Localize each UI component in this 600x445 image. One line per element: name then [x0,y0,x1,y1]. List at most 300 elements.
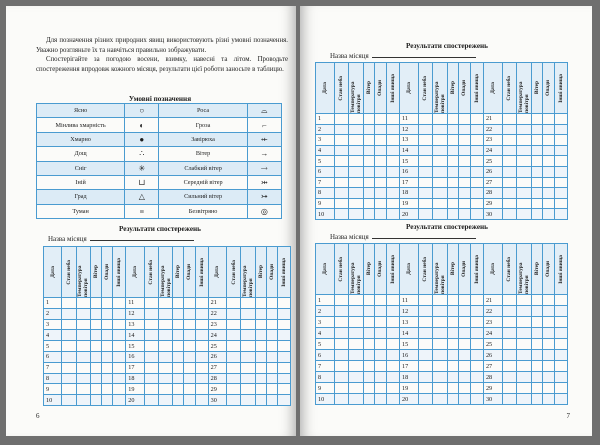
entry-cell[interactable] [531,114,542,125]
entry-cell[interactable] [226,298,240,309]
entry-cell[interactable] [459,383,470,394]
entry-cell[interactable] [517,328,532,339]
entry-cell[interactable] [543,339,554,350]
entry-cell[interactable] [502,135,517,146]
entry-cell[interactable] [459,135,470,146]
entry-cell[interactable] [531,166,542,177]
entry-cell[interactable] [102,373,113,384]
entry-cell[interactable] [459,394,470,405]
entry-cell[interactable] [418,135,433,146]
entry-cell[interactable] [113,373,126,384]
entry-cell[interactable] [184,351,195,362]
entry-cell[interactable] [531,124,542,135]
entry-cell[interactable] [459,188,470,199]
entry-cell[interactable] [113,395,126,406]
entry-cell[interactable] [554,209,567,220]
entry-cell[interactable] [277,395,290,406]
entry-cell[interactable] [433,156,448,167]
entry-cell[interactable] [144,330,158,341]
entry-cell[interactable] [386,198,399,209]
entry-cell[interactable] [277,308,290,319]
entry-cell[interactable] [76,362,90,373]
entry-cell[interactable] [144,351,158,362]
entry-cell[interactable] [418,383,433,394]
entry-cell[interactable] [531,156,542,167]
entry-cell[interactable] [554,156,567,167]
entry-cell[interactable] [447,394,458,405]
entry-cell[interactable] [90,362,101,373]
entry-cell[interactable] [195,308,208,319]
entry-cell[interactable] [386,350,399,361]
entry-cell[interactable] [470,114,483,125]
entry-cell[interactable] [277,341,290,352]
entry-cell[interactable] [531,198,542,209]
entry-cell[interactable] [554,166,567,177]
entry-cell[interactable] [386,394,399,405]
entry-cell[interactable] [554,383,567,394]
entry-cell[interactable] [226,362,240,373]
entry-cell[interactable] [349,114,364,125]
entry-cell[interactable] [158,308,172,319]
entry-cell[interactable] [90,395,101,406]
entry-cell[interactable] [349,328,364,339]
entry-cell[interactable] [363,124,374,135]
entry-cell[interactable] [349,317,364,328]
entry-cell[interactable] [418,177,433,188]
entry-cell[interactable] [543,114,554,125]
entry-cell[interactable] [363,361,374,372]
entry-cell[interactable] [349,394,364,405]
entry-cell[interactable] [158,330,172,341]
entry-cell[interactable] [184,384,195,395]
entry-cell[interactable] [502,328,517,339]
entry-cell[interactable] [266,373,277,384]
entry-cell[interactable] [375,198,386,209]
entry-cell[interactable] [459,166,470,177]
entry-cell[interactable] [226,319,240,330]
entry-cell[interactable] [502,188,517,199]
entry-cell[interactable] [502,306,517,317]
entry-cell[interactable] [241,298,255,309]
entry-cell[interactable] [470,317,483,328]
entry-cell[interactable] [447,339,458,350]
entry-cell[interactable] [195,373,208,384]
entry-cell[interactable] [76,330,90,341]
entry-cell[interactable] [433,295,448,306]
entry-cell[interactable] [531,372,542,383]
entry-cell[interactable] [144,373,158,384]
entry-cell[interactable] [459,295,470,306]
entry-cell[interactable] [184,341,195,352]
entry-cell[interactable] [531,188,542,199]
entry-cell[interactable] [349,361,364,372]
entry-cell[interactable] [418,209,433,220]
entry-cell[interactable] [554,372,567,383]
entry-cell[interactable] [184,362,195,373]
entry-cell[interactable] [459,361,470,372]
entry-cell[interactable] [173,341,184,352]
entry-cell[interactable] [433,114,448,125]
entry-cell[interactable] [226,308,240,319]
entry-cell[interactable] [144,298,158,309]
entry-cell[interactable] [158,384,172,395]
entry-cell[interactable] [418,350,433,361]
entry-cell[interactable] [470,188,483,199]
entry-cell[interactable] [255,308,266,319]
entry-cell[interactable] [433,135,448,146]
entry-cell[interactable] [447,177,458,188]
entry-cell[interactable] [447,145,458,156]
entry-cell[interactable] [334,124,349,135]
entry-cell[interactable] [459,145,470,156]
entry-cell[interactable] [517,198,532,209]
entry-cell[interactable] [173,373,184,384]
entry-cell[interactable] [517,156,532,167]
entry-cell[interactable] [195,351,208,362]
entry-cell[interactable] [184,330,195,341]
entry-cell[interactable] [76,351,90,362]
entry-cell[interactable] [554,306,567,317]
entry-cell[interactable] [543,156,554,167]
entry-cell[interactable] [241,341,255,352]
entry-cell[interactable] [502,394,517,405]
entry-cell[interactable] [158,298,172,309]
entry-cell[interactable] [255,384,266,395]
entry-cell[interactable] [102,351,113,362]
entry-cell[interactable] [349,339,364,350]
entry-cell[interactable] [502,383,517,394]
entry-cell[interactable] [470,135,483,146]
entry-cell[interactable] [334,135,349,146]
entry-cell[interactable] [255,373,266,384]
entry-cell[interactable] [173,308,184,319]
entry-cell[interactable] [531,317,542,328]
entry-cell[interactable] [90,319,101,330]
entry-cell[interactable] [418,361,433,372]
entry-cell[interactable] [76,319,90,330]
entry-cell[interactable] [363,198,374,209]
entry-cell[interactable] [102,362,113,373]
entry-cell[interactable] [241,362,255,373]
entry-cell[interactable] [113,319,126,330]
entry-cell[interactable] [375,295,386,306]
entry-cell[interactable] [502,317,517,328]
entry-cell[interactable] [90,341,101,352]
entry-cell[interactable] [543,188,554,199]
entry-cell[interactable] [531,135,542,146]
entry-cell[interactable] [543,361,554,372]
entry-cell[interactable] [386,295,399,306]
entry-cell[interactable] [158,319,172,330]
entry-cell[interactable] [447,156,458,167]
entry-cell[interactable] [470,145,483,156]
entry-cell[interactable] [459,177,470,188]
entry-cell[interactable] [90,308,101,319]
entry-cell[interactable] [62,373,76,384]
entry-cell[interactable] [386,114,399,125]
entry-cell[interactable] [447,372,458,383]
entry-cell[interactable] [517,114,532,125]
entry-cell[interactable] [241,351,255,362]
entry-cell[interactable] [418,198,433,209]
entry-cell[interactable] [349,295,364,306]
entry-cell[interactable] [90,373,101,384]
entry-cell[interactable] [470,361,483,372]
entry-cell[interactable] [543,145,554,156]
entry-cell[interactable] [543,394,554,405]
entry-cell[interactable] [113,351,126,362]
entry-cell[interactable] [241,308,255,319]
entry-cell[interactable] [517,177,532,188]
entry-cell[interactable] [517,317,532,328]
entry-cell[interactable] [418,145,433,156]
entry-cell[interactable] [531,306,542,317]
entry-cell[interactable] [447,295,458,306]
entry-cell[interactable] [386,177,399,188]
entry-cell[interactable] [195,384,208,395]
entry-cell[interactable] [531,339,542,350]
entry-cell[interactable] [375,166,386,177]
entry-cell[interactable] [375,317,386,328]
entry-cell[interactable] [386,372,399,383]
entry-cell[interactable] [349,177,364,188]
entry-cell[interactable] [502,209,517,220]
entry-cell[interactable] [334,383,349,394]
entry-cell[interactable] [277,351,290,362]
entry-cell[interactable] [226,351,240,362]
entry-cell[interactable] [349,145,364,156]
entry-cell[interactable] [543,328,554,339]
entry-cell[interactable] [433,372,448,383]
entry-cell[interactable] [418,339,433,350]
entry-cell[interactable] [447,383,458,394]
entry-cell[interactable] [195,298,208,309]
entry-cell[interactable] [334,394,349,405]
entry-cell[interactable] [375,361,386,372]
entry-cell[interactable] [459,209,470,220]
entry-cell[interactable] [334,166,349,177]
entry-cell[interactable] [62,395,76,406]
entry-cell[interactable] [113,308,126,319]
entry-cell[interactable] [502,295,517,306]
entry-cell[interactable] [554,198,567,209]
entry-cell[interactable] [113,330,126,341]
entry-cell[interactable] [375,156,386,167]
entry-cell[interactable] [113,362,126,373]
entry-cell[interactable] [543,166,554,177]
entry-cell[interactable] [277,319,290,330]
entry-cell[interactable] [517,295,532,306]
entry-cell[interactable] [363,145,374,156]
entry-cell[interactable] [90,384,101,395]
entry-cell[interactable] [433,383,448,394]
entry-cell[interactable] [554,295,567,306]
entry-cell[interactable] [375,114,386,125]
entry-cell[interactable] [195,395,208,406]
entry-cell[interactable] [277,373,290,384]
entry-cell[interactable] [173,330,184,341]
entry-cell[interactable] [502,145,517,156]
entry-cell[interactable] [173,319,184,330]
entry-cell[interactable] [447,198,458,209]
entry-cell[interactable] [470,124,483,135]
entry-cell[interactable] [543,317,554,328]
entry-cell[interactable] [255,395,266,406]
entry-cell[interactable] [349,188,364,199]
entry-cell[interactable] [241,395,255,406]
entry-cell[interactable] [531,350,542,361]
entry-cell[interactable] [470,295,483,306]
entry-cell[interactable] [386,188,399,199]
entry-cell[interactable] [226,373,240,384]
entry-cell[interactable] [195,362,208,373]
entry-cell[interactable] [554,361,567,372]
entry-cell[interactable] [349,383,364,394]
entry-cell[interactable] [255,319,266,330]
entry-cell[interactable] [363,306,374,317]
entry-cell[interactable] [543,306,554,317]
entry-cell[interactable] [173,298,184,309]
entry-cell[interactable] [277,298,290,309]
entry-cell[interactable] [266,351,277,362]
entry-cell[interactable] [255,298,266,309]
entry-cell[interactable] [363,339,374,350]
entry-cell[interactable] [62,362,76,373]
entry-cell[interactable] [195,341,208,352]
entry-cell[interactable] [502,156,517,167]
entry-cell[interactable] [266,330,277,341]
entry-cell[interactable] [158,351,172,362]
entry-cell[interactable] [459,198,470,209]
entry-cell[interactable] [363,188,374,199]
entry-cell[interactable] [173,395,184,406]
entry-cell[interactable] [144,395,158,406]
entry-cell[interactable] [543,350,554,361]
entry-cell[interactable] [418,124,433,135]
entry-cell[interactable] [418,295,433,306]
entry-cell[interactable] [334,114,349,125]
entry-cell[interactable] [255,351,266,362]
entry-cell[interactable] [363,295,374,306]
entry-cell[interactable] [459,372,470,383]
entry-cell[interactable] [334,339,349,350]
entry-cell[interactable] [158,395,172,406]
entry-cell[interactable] [241,319,255,330]
entry-cell[interactable] [418,188,433,199]
entry-cell[interactable] [433,317,448,328]
entry-cell[interactable] [102,384,113,395]
entry-cell[interactable] [433,209,448,220]
entry-cell[interactable] [433,124,448,135]
entry-cell[interactable] [447,124,458,135]
entry-cell[interactable] [554,350,567,361]
entry-cell[interactable] [418,166,433,177]
entry-cell[interactable] [517,124,532,135]
entry-cell[interactable] [386,383,399,394]
entry-cell[interactable] [470,394,483,405]
entry-cell[interactable] [459,339,470,350]
entry-cell[interactable] [349,209,364,220]
entry-cell[interactable] [334,317,349,328]
entry-cell[interactable] [418,328,433,339]
entry-cell[interactable] [90,330,101,341]
entry-cell[interactable] [349,372,364,383]
entry-cell[interactable] [266,395,277,406]
entry-cell[interactable] [184,298,195,309]
entry-cell[interactable] [62,384,76,395]
entry-cell[interactable] [470,372,483,383]
entry-cell[interactable] [375,394,386,405]
entry-cell[interactable] [502,350,517,361]
entry-cell[interactable] [184,373,195,384]
entry-cell[interactable] [502,361,517,372]
entry-cell[interactable] [76,341,90,352]
entry-cell[interactable] [447,188,458,199]
entry-cell[interactable] [62,298,76,309]
entry-cell[interactable] [502,124,517,135]
entry-cell[interactable] [459,156,470,167]
entry-cell[interactable] [433,306,448,317]
entry-cell[interactable] [517,209,532,220]
entry-cell[interactable] [241,373,255,384]
entry-cell[interactable] [470,198,483,209]
entry-cell[interactable] [447,317,458,328]
entry-cell[interactable] [554,135,567,146]
entry-cell[interactable] [543,209,554,220]
entry-cell[interactable] [531,328,542,339]
entry-cell[interactable] [543,177,554,188]
entry-cell[interactable] [349,156,364,167]
entry-cell[interactable] [418,306,433,317]
entry-cell[interactable] [470,339,483,350]
entry-cell[interactable] [554,114,567,125]
entry-cell[interactable] [144,319,158,330]
entry-cell[interactable] [334,198,349,209]
entry-cell[interactable] [375,135,386,146]
entry-cell[interactable] [363,166,374,177]
entry-cell[interactable] [531,295,542,306]
entry-cell[interactable] [433,166,448,177]
entry-cell[interactable] [266,384,277,395]
entry-cell[interactable] [334,188,349,199]
entry-cell[interactable] [502,339,517,350]
entry-cell[interactable] [363,209,374,220]
entry-cell[interactable] [102,319,113,330]
entry-cell[interactable] [459,328,470,339]
entry-cell[interactable] [447,306,458,317]
entry-cell[interactable] [447,328,458,339]
entry-cell[interactable] [144,384,158,395]
entry-cell[interactable] [334,156,349,167]
entry-cell[interactable] [433,339,448,350]
entry-cell[interactable] [386,156,399,167]
entry-cell[interactable] [334,177,349,188]
entry-cell[interactable] [277,362,290,373]
entry-cell[interactable] [470,350,483,361]
entry-cell[interactable] [531,209,542,220]
entry-cell[interactable] [433,145,448,156]
entry-cell[interactable] [386,145,399,156]
entry-cell[interactable] [102,395,113,406]
entry-cell[interactable] [531,383,542,394]
entry-cell[interactable] [255,341,266,352]
entry-cell[interactable] [447,166,458,177]
entry-cell[interactable] [554,145,567,156]
entry-cell[interactable] [470,156,483,167]
entry-cell[interactable] [470,383,483,394]
entry-cell[interactable] [517,339,532,350]
entry-cell[interactable] [144,341,158,352]
